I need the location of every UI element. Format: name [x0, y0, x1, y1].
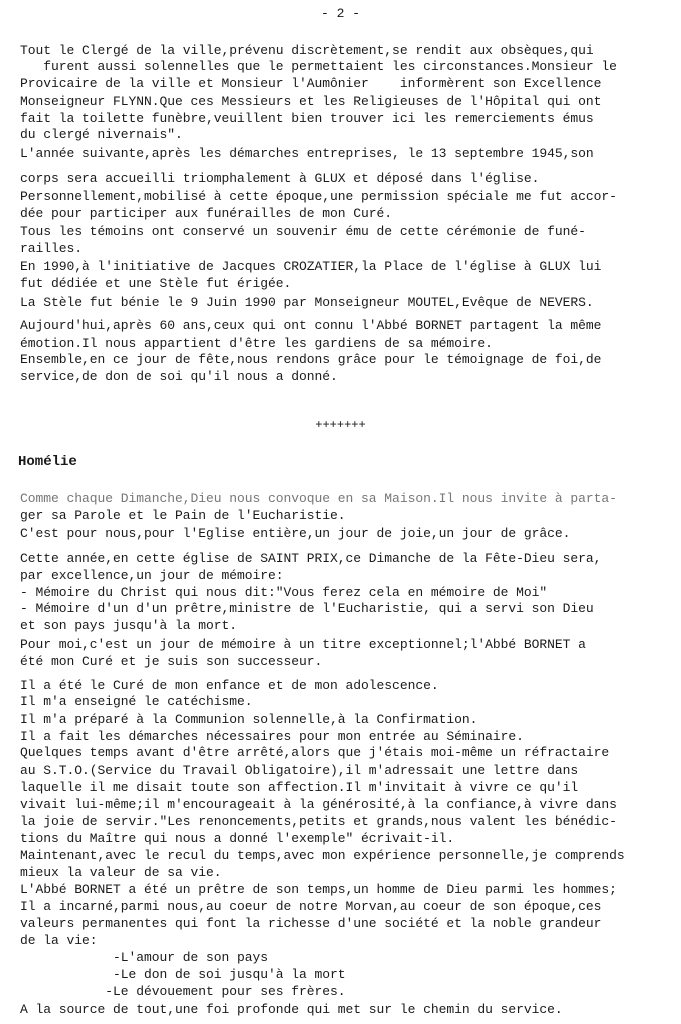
text-line: Pour moi,c'est un jour de mémoire à un titre exceptionnel;l'Abbé BORNET a [20, 637, 586, 652]
text-line: laquelle il me disait toute son affection.Il m'invitait à vivre ce qu'il [20, 780, 579, 795]
text-line: Personnellement,mobilisé à cette époque,une permission spéciale me fut accor- [20, 189, 617, 204]
text-line: dée pour participer aux funérailles de mon Curé. [20, 206, 393, 221]
text-line: Comme chaque Dimanche,Dieu nous convoque en sa Maison.Il nous invite à parta- [20, 491, 617, 506]
text-line: valeurs permanentes qui font la richesse d'une société et la noble grandeur [20, 916, 602, 931]
text-line: Tout le Clergé de la ville,prévenu discrètement,se rendit aux obsèques,qui [20, 43, 594, 58]
text-line: Ensemble,en ce jour de fête,nous rendons grâce pour le témoignage de foi,de [20, 352, 602, 367]
text-line: la joie de servir."Les renoncements,petits et grands,nous valent les bénédic- [20, 814, 617, 829]
text-line: corps sera accueilli triomphalement à GLUX et déposé dans l'église. [20, 171, 540, 186]
text-line: été mon Curé et je suis son successeur. [20, 654, 323, 669]
text-line: du clergé nivernais". [20, 127, 183, 142]
text-line: Aujourd'hui,après 60 ans,ceux qui ont connu l'Abbé BORNET partagent la même [20, 318, 602, 333]
text-line: La Stèle fut bénie le 9 Juin 1990 par Monseigneur MOUTEL,Evêque de NEVERS. [20, 295, 594, 310]
text-line: Il a incarné,parmi nous,au coeur de notre Morvan,au coeur de son époque,ces [20, 899, 602, 914]
text-line: tions du Maître qui nous a donné l'exemple" écrivait-il. [20, 831, 455, 846]
text-line: L'Abbé BORNET a été un prêtre de son temps,un homme de Dieu parmi les hommes; [20, 882, 617, 897]
text-line: par excellence,un jour de mémoire: [20, 568, 284, 583]
text-line: En 1990,à l'initiative de Jacques CROZATIER,la Place de l'église à GLUX lui [20, 259, 602, 274]
text-line: vivait lui-même;il m'encourageait à la générosité,à la confiance,à vivre dans [20, 797, 617, 812]
text-line: furent aussi solennelles que le permettaient les circonstances.Monsieur le [20, 59, 617, 74]
text-line: C'est pour nous,pour l'Eglise entière,un jour de joie,un jour de grâce. [20, 526, 571, 541]
text-line: et son pays jusqu'à la mort. [20, 618, 238, 633]
text-line: Cette année,en cette église de SAINT PRIX,ce Dimanche de la Fête-Dieu sera, [20, 551, 602, 566]
text-line: Il m'a enseigné le catéchisme. [20, 694, 253, 709]
text-line: Maintenant,avec le recul du temps,avec mon expérience personnelle,je comprends [20, 848, 625, 863]
section-separator: +++++++ [315, 418, 366, 432]
text-line: Monseigneur FLYNN.Que ces Messieurs et les Religieuses de l'Hôpital qui ont [20, 94, 602, 109]
text-line: - Mémoire d'un d'un prêtre,ministre de l'Eucharistie, qui a servi son Dieu [20, 601, 594, 616]
text-line: Quelques temps avant d'être arrêté,alors que j'étais moi-même un réfractaire [20, 745, 610, 760]
text-line: Il a fait les démarches nécessaires pour mon entrée au Séminaire. [20, 729, 524, 744]
text-line: Il m'a préparé à la Communion solennelle,à la Confirmation. [20, 712, 478, 727]
text-line: fait la toilette funèbre,veuillent bien trouver ici les remerciements émus [20, 111, 594, 126]
text-line: -Le don de soi jusqu'à la mort [20, 967, 346, 982]
text-line: émotion.Il nous appartient d'être les gardiens de sa mémoire. [20, 336, 493, 351]
text-line: service,de don de soi qu'il nous a donné. [20, 369, 338, 384]
section-heading: Homélie [18, 454, 77, 470]
text-line: au S.T.O.(Service du Travail Obligatoire),il m'adressait une lettre dans [20, 763, 579, 778]
text-line: fut dédiée et une Stèle fut érigée. [20, 276, 292, 291]
text-line: - Mémoire du Christ qui nous dit:"Vous ferez cela en mémoire de Moi" [20, 585, 548, 600]
text-line: ger sa Parole et le Pain de l'Eucharistie. [20, 508, 346, 523]
text-line: Tous les témoins ont conservé un souvenir ému de cette cérémonie de funé- [20, 224, 586, 239]
text-line: railles. [20, 241, 83, 256]
text-line: -L'amour de son pays [20, 950, 269, 965]
text-line: -Le dévouement pour ses frères. [20, 984, 346, 999]
text-line: Provicaire de la ville et Monsieur l'Aumônier informèrent son Excellence [20, 76, 602, 91]
text-line: de la vie: [20, 933, 98, 948]
text-line: A la source de tout,une foi profonde qui met sur le chemin du service. [20, 1002, 563, 1017]
text-line: mieux la valeur de sa vie. [20, 865, 222, 880]
text-line: Il a été le Curé de mon enfance et de mon adolescence. [20, 678, 439, 693]
page-number: - 2 - [320, 6, 360, 21]
text-line: L'année suivante,après les démarches entreprises, le 13 septembre 1945,son [20, 146, 594, 161]
